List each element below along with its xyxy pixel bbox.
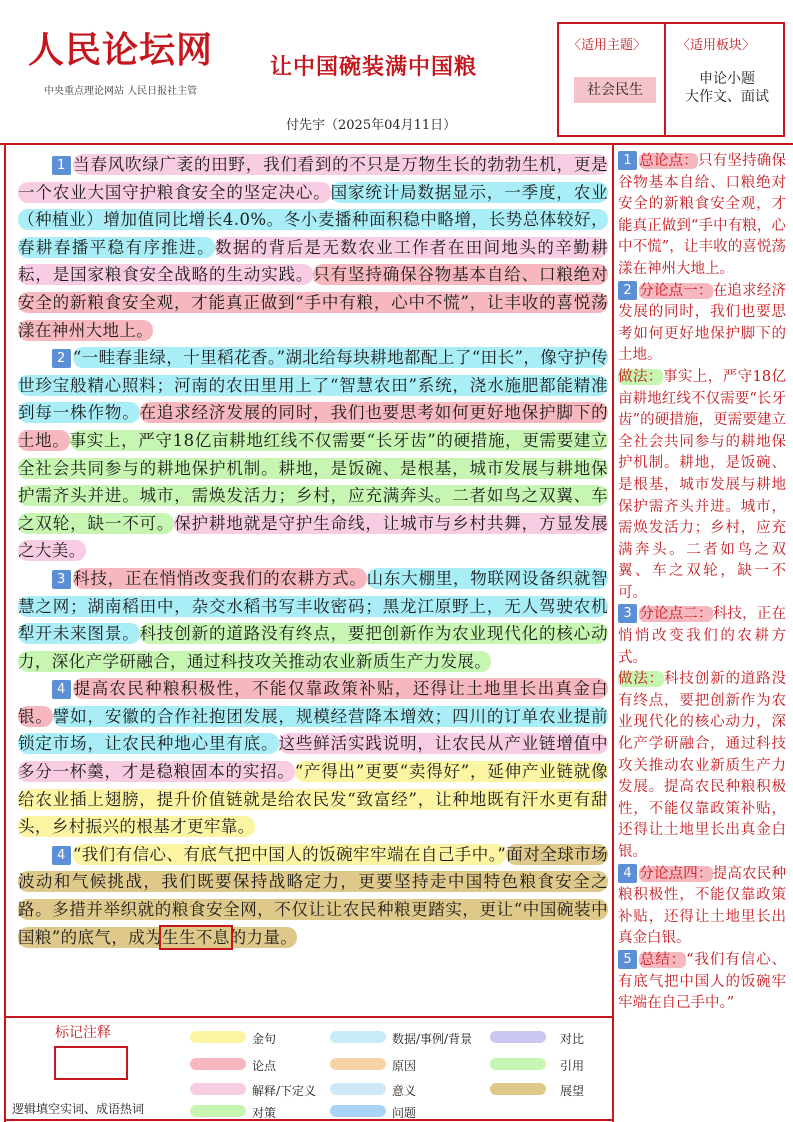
topic-section-heading: 〈适用板块〉	[677, 38, 756, 53]
paragraph-number: 1	[52, 156, 71, 175]
side-note-4	[618, 864, 786, 950]
note-number: 2	[618, 281, 637, 300]
paragraph-5	[18, 841, 608, 951]
legend-swatch-measure	[190, 1105, 246, 1117]
legend-swatch-data	[330, 1031, 386, 1043]
outlook-text: 面对全球市场波动和气候挑战，我们既要保持战略定力，更要坚持走中国特色粮食安全之路。多措并举织就的粮食安全网，不仅让让农民种粮更踏实，更让“中国碗装中国粮”的底气，成为	[18, 844, 608, 947]
outlook-text-end: 的力量。	[229, 927, 298, 947]
measure-label: 做法：	[618, 368, 663, 385]
measure-sentence: 科技创新的道路没有终点，要把创新作为农业现代化的核心动力，深化产学研融合，通过科技攻关推动农业新质生产力发展。	[18, 624, 608, 671]
note-number: 4	[618, 864, 637, 883]
legend-label-golden: 金句	[252, 1032, 277, 1046]
golden-sentence: “我们有信心、有底气把中国人的饭碗牢牢端在自己手中。”	[72, 844, 507, 864]
paragraph-number: 4	[52, 680, 71, 699]
idiom-boxed: 生生不息	[162, 927, 230, 947]
side-notes	[618, 151, 786, 1015]
legend-label-problem: 问题	[392, 1106, 417, 1120]
note-number: 5	[618, 950, 637, 969]
legend-rule	[4, 1016, 612, 1018]
side-note-5	[618, 950, 786, 1015]
paragraph-1	[18, 151, 608, 344]
note-label: 分论点二：	[639, 606, 713, 623]
logo-tagline: 中央重点理论网站 人民日报社主管	[44, 86, 198, 97]
side-note-3	[618, 604, 786, 669]
legend-label-outlook: 展望	[560, 1084, 585, 1098]
topic-section-line-2: 大作文、面试	[685, 89, 769, 105]
legend-label-cause: 原因	[392, 1059, 417, 1073]
note-number: 1	[618, 151, 637, 170]
legend-swatch-quote	[490, 1058, 546, 1070]
paragraph-number: 3	[52, 570, 71, 589]
side-note-3-measure	[618, 669, 786, 863]
measure-text: 事实上，严守18亿亩耕地红线不仅需要“长牙齿”的硬措施，更需要建立全社会共同参与的耕地保护机制。耕地，是饭碗、是根基，城市发展与耕地保护需齐头并进。城市，需焕发活力；乡村，应充满奔头。二者如鸟之双翼、车之双轮，缺一不可。	[618, 368, 787, 601]
paragraph-number: 2	[52, 349, 71, 368]
argument-sentence: 科技，正在悄悄改变我们的农耕方式。	[72, 568, 367, 588]
golden-sentence: “产得出”更要“卖得好”，延伸产业链就像给农业插上翅膀，提升价值链就是给农民发“致富经”，让种地既有汗水更有甜头，乡村振兴的根基才更牢靠。	[18, 762, 608, 837]
column-divider	[612, 143, 614, 1122]
legend-label-measure: 对策	[252, 1106, 277, 1120]
measure-text: 科技创新的道路没有终点，要把创新作为农业现代化的核心动力，深化产学研融合，通过科技攻关推动农业新质生产力发展。提高农民种粮积极性，不能仅靠政策补贴，还得让土地里长出真金白银。	[618, 671, 787, 860]
measure-sentence: 事实上，严守18亿亩耕地红线不仅需要“长牙齿”的硬措施，更需要建立全社会共同参与的耕地保护机制。耕地，是饭碗、是根基，城市发展与耕地保护需齐头并进。城市，需焕发活力；乡村，应充满奔头。二者如鸟之双翼、车之双轮，缺一不可。	[18, 430, 608, 533]
explain-sentence: 当春风吹绿广袤的田野，我们看到的不只是万物生长的勃勃生机，更是一个农业大国守护粮食安全的坚定决心。	[18, 155, 608, 202]
legend-label-meaning: 意义	[392, 1084, 417, 1098]
topic-theme-tag: 社会民生	[574, 77, 656, 103]
legend-box-sample	[54, 1046, 128, 1080]
legend-left-border	[4, 1016, 6, 1122]
logo	[28, 22, 243, 98]
argument-sentence: 提高农民种粮积极性，不能仅靠政策补贴，还得让土地里长出真金白银。	[18, 679, 608, 726]
note-text: 科技，正在悄悄改变我们的农耕方式。	[618, 606, 787, 666]
data-sentence: 山东大棚里，物联网设备织就智慧之网；湖南稻田中，杂交水稻书写丰收密码；黑龙江原野上，无人驾驶农机犁开未来图景。	[18, 568, 608, 644]
legend-swatch-explain	[190, 1083, 246, 1095]
data-sentence: 譬如，安徽的合作社抱团发展，规模经营降本增效；四川的订单农业提前锁定市场，让农民种地心里有底。	[18, 706, 608, 754]
legend-swatch-meaning	[330, 1083, 386, 1095]
legend-label-quote: 引用	[560, 1059, 585, 1073]
topic-section-line-1: 申论小题	[699, 71, 755, 87]
explain-sentence: 保护耕地就是守护生命线，让城市与乡村共舞，方显发展之大美。	[18, 513, 609, 561]
legend-box-label: 逻辑填空实词、成语热词	[12, 1102, 145, 1116]
side-note-2	[618, 281, 786, 367]
side-note-2-measure	[618, 367, 786, 605]
note-label: 总论点：	[639, 153, 698, 169]
topic-theme-heading: 〈适用主题〉	[568, 38, 647, 53]
note-text: “我们有信心、有底气把中国人的饭碗牢牢端在自己手中。”	[618, 951, 786, 1012]
paragraph-2	[18, 344, 608, 565]
argument-sentence: 只有坚持确保谷物基本自给、口粮绝对安全的新粮食安全观，才能真正做到“手中有粮，心中不慌”，让丰收的喜悦荡漾在神州大地上。	[18, 265, 608, 340]
topic-divider	[664, 22, 666, 137]
legend-swatch-argument	[190, 1058, 246, 1070]
note-label: 分论点一：	[639, 282, 713, 299]
header-rule	[0, 143, 793, 145]
note-text: 在追求经济发展的同时，我们也要思考如何更好地保护脚下的土地。	[618, 282, 787, 364]
paragraph-4	[18, 675, 608, 841]
logo-wordmark: 人民论坛网	[28, 29, 214, 71]
note-text: 只有坚持确保谷物基本自给、口粮绝对安全的新粮食安全观，才能真正做到“手中有粮，心中不慌”，让丰收的喜悦荡漾在神州大地上。	[618, 153, 786, 277]
legend-swatch-problem	[330, 1105, 386, 1117]
side-note-1	[618, 151, 786, 281]
paragraph-number: 4	[52, 846, 71, 865]
argument-sentence: 在追求经济发展的同时，我们也要思考如何更好地保护脚下的土地。	[18, 403, 608, 450]
legend-swatch-golden	[190, 1031, 246, 1043]
legend-label-argument: 论点	[252, 1059, 277, 1073]
article-title: 让中国碗装满中国粮	[270, 54, 478, 80]
legend-label-contrast: 对比	[560, 1032, 585, 1046]
legend-swatch-outlook	[490, 1083, 546, 1095]
note-text: 提高农民种粮积极性，不能仅靠政策补贴，还得让土地里长出真金白银。	[618, 865, 787, 947]
legend-title: 标记注释	[55, 1025, 111, 1041]
legend-swatch-contrast	[490, 1031, 546, 1043]
left-border	[4, 143, 6, 1016]
note-label: 总结：	[639, 951, 687, 968]
note-label: 分论点四：	[639, 865, 713, 882]
legend-swatch-cause	[330, 1058, 386, 1070]
explain-sentence: 这些鲜活实践说明，让农民从产业链增值中多分一杯羹，才是稳粮固本的实招。	[18, 734, 608, 782]
paragraph-3	[18, 565, 608, 675]
byline: 付先宇（2025年04月11日）	[286, 118, 457, 133]
data-sentence: 国家统计局数据显示，一季度，农业（种植业）增加值同比增长4.0%。冬小麦播种面积稳中略增，长势总体较好，春耕春播平稳有序推进。	[18, 182, 609, 257]
bottom-rule	[4, 1119, 612, 1121]
explain-sentence: 数据的背后是无数农业工作者在田间地头的辛勤耕耘，是国家粮食安全战略的生动实践。	[18, 237, 608, 285]
legend-label-explain: 解释/下定义	[252, 1084, 317, 1098]
article-body	[18, 151, 608, 951]
legend-label-data: 数据/事例/背景	[392, 1032, 473, 1046]
data-sentence: “一畦春韭绿，十里稻花香。”湖北给每块耕地都配上了“田长”，像守护传世珍宝般精心照料；河南的农田里用上了“智慧农田”系统，浇水施肥都能精准到每一株作物。	[18, 348, 608, 423]
measure-label: 做法：	[618, 671, 665, 688]
note-number: 3	[618, 604, 637, 623]
